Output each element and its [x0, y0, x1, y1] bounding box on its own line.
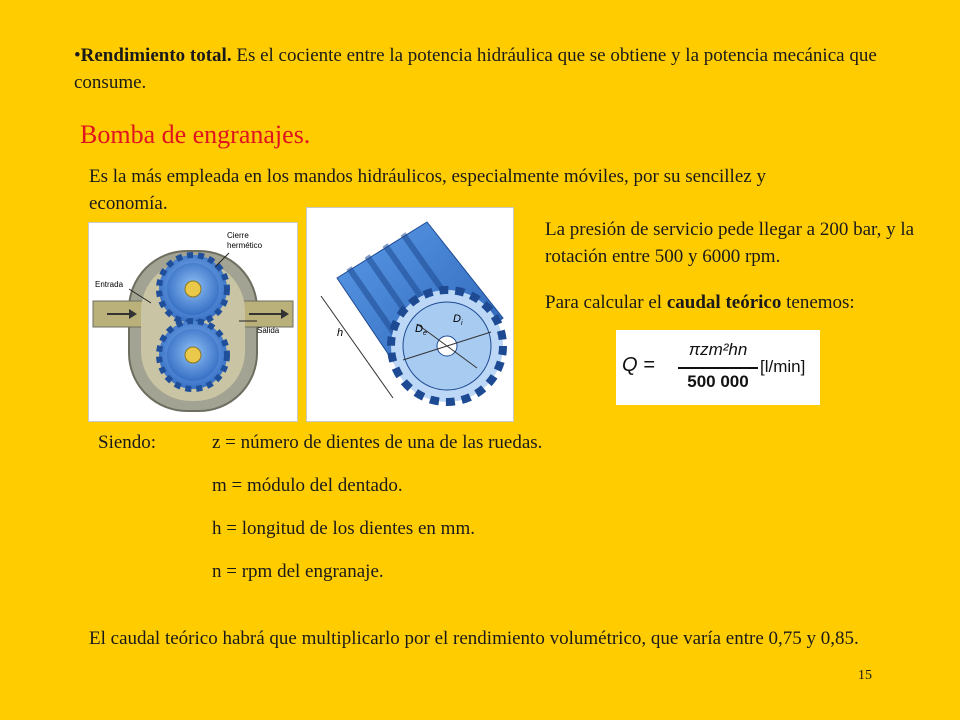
formula-numerator: πzm²hn: [688, 340, 748, 359]
bullet: •: [74, 45, 81, 66]
gear-pump-cross-section-diagram: [88, 222, 298, 422]
gear-3d-diagram: [306, 207, 514, 422]
formula-lhs: Q =: [622, 354, 655, 376]
label-salida: Salida: [257, 326, 280, 335]
section-title: Bomba de engranajes.: [80, 120, 311, 149]
label-di: $D_i$: [453, 313, 463, 327]
intro-text: Es el cociente entre la potencia hidráulica que se obtiene y la potencia mecánica que consume.: [74, 45, 877, 93]
label-de: $D_e$: [415, 323, 427, 337]
footer-paragraph: El caudal teórico habrá que multiplicarlo por el rendimiento volumétrico, que varía entre 0,75 y 0,85.: [89, 628, 859, 649]
pressure-text: La presión de servicio pede llegar a 200 bar, y la rotación entre 500 y 6000 rpm.: [545, 219, 915, 267]
formula-denominator: 500 000: [687, 372, 749, 391]
definition-z: z = número de dientes de una de las ruedas.: [212, 432, 543, 453]
flow-formula: [616, 330, 820, 405]
intro-paragraph: [74, 42, 894, 96]
caudal-teorico: caudal teórico: [666, 292, 782, 313]
label-hermetico: hermético: [227, 241, 263, 250]
formula-unit: [l/min]: [760, 357, 806, 376]
description: Es la más empleada en los mandos hidráulicos, especialmente móviles, por su sencillez y economía.: [89, 166, 766, 214]
page-number: 15: [858, 668, 872, 683]
gear-3d-svg: [307, 208, 513, 421]
calc-text: Para calcular el caudal teórico tenemos:: [545, 292, 855, 313]
definition-n: n = rpm del engranaje.: [212, 561, 384, 582]
label-cierre: Cierre: [227, 231, 249, 240]
label-h: h: [337, 327, 344, 339]
intro-heading: Rendimiento total.: [80, 45, 232, 66]
definitions-lead: Siendo:: [98, 432, 157, 453]
gear-pump-cross-section-svg: [89, 223, 297, 421]
definition-m: m = módulo del dentado.: [212, 475, 403, 496]
label-entrada: Entrada: [95, 280, 124, 289]
bottom-gear: [159, 321, 227, 389]
definition-h: h = longitud de los dientes en mm.: [212, 518, 475, 539]
formula-fraction-bar: [678, 367, 758, 369]
